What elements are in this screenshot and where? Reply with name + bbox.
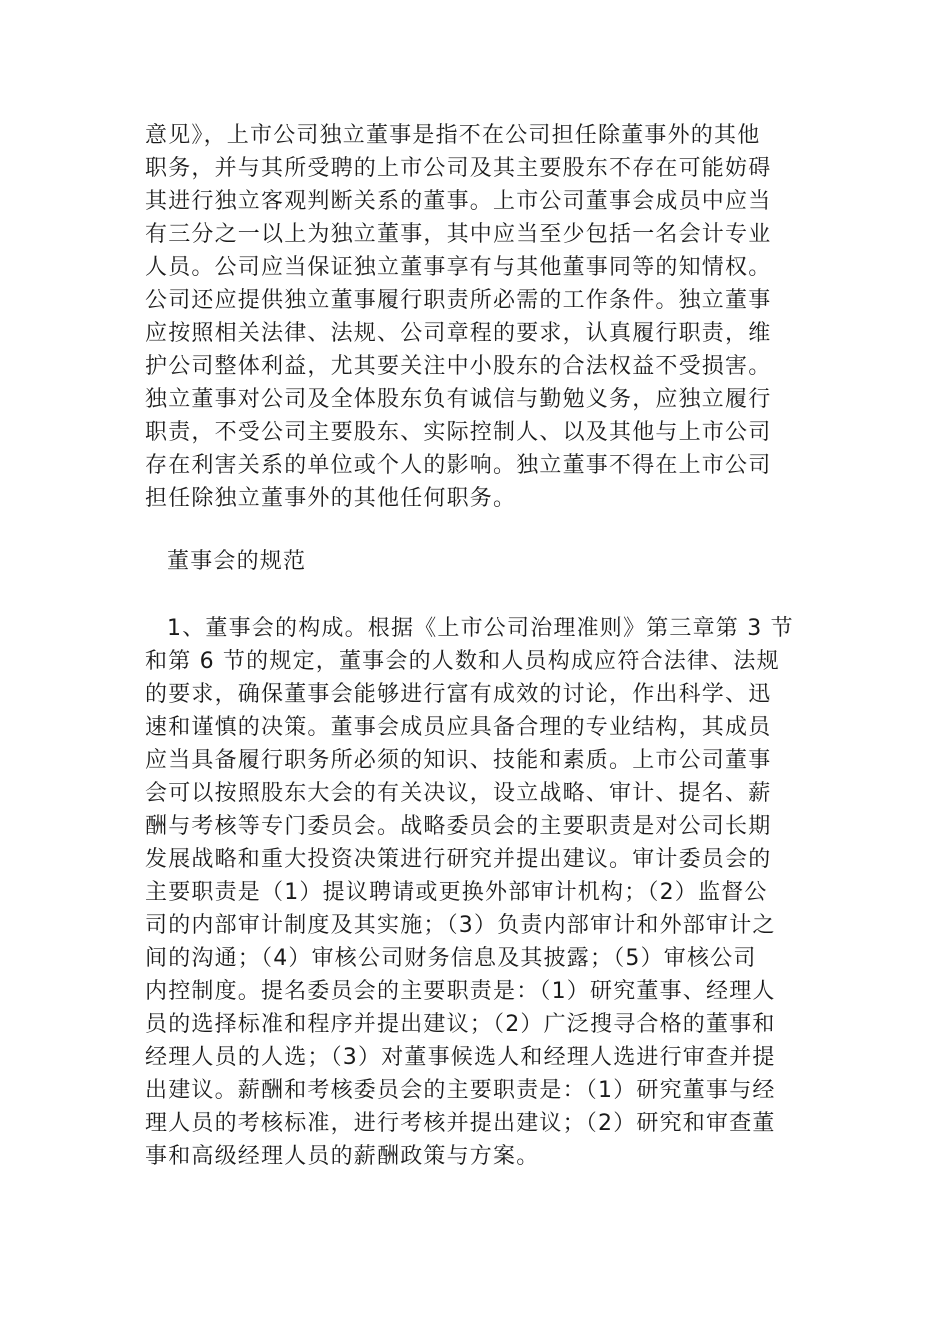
text-line: 速和谨慎的决策。董事会成员应具备合理的专业结构，其成员 bbox=[145, 715, 772, 740]
text-line: 和第 6 节的规定，董事会的人数和人员构成应符合法律、法规 bbox=[145, 649, 780, 674]
text-line: 员的选择标准和程序并提出建议；（2）广泛搜寻合格的董事和 bbox=[145, 1012, 776, 1037]
text-line: 其进行独立客观判断关系的董事。上市公司董事会成员中应当 bbox=[145, 189, 772, 214]
text-line: 会可以按照股东大会的有关决议，设立战略、审计、提名、薪 bbox=[145, 781, 772, 806]
paragraph-board-composition bbox=[145, 612, 815, 1173]
text-line: 职务，并与其所受聘的上市公司及其主要股东不存在可能妨碍 bbox=[145, 156, 772, 181]
text-line: 经理人员的人选；（3）对董事候选人和经理人选进行审查并提 bbox=[145, 1045, 776, 1070]
text-line: 护公司整体利益，尤其要关注中小股东的合法权益不受损害。 bbox=[145, 354, 772, 379]
text-line: 主要职责是（1）提议聘请或更换外部审计机构；（2）监督公 bbox=[145, 880, 768, 905]
paragraph-independent-directors bbox=[145, 119, 815, 515]
text-line: 应当具备履行职务所必须的知识、技能和素质。上市公司董事 bbox=[145, 748, 772, 773]
text-line: 出建议。薪酬和考核委员会的主要职责是：（1）研究董事与经 bbox=[145, 1078, 776, 1103]
text-line: 发展战略和重大投资决策进行研究并提出建议。审计委员会的 bbox=[145, 847, 772, 872]
text-line: 人员。公司应当保证独立董事享有与其他董事同等的知情权。 bbox=[145, 255, 772, 280]
text-line: 内控制度。提名委员会的主要职责是：（1）研究董事、经理人 bbox=[145, 979, 776, 1004]
text-line: 有三分之一以上为独立董事，其中应当至少包括一名会计专业 bbox=[145, 222, 772, 247]
text-line: 事和高级经理人员的薪酬政策与方案。 bbox=[145, 1144, 540, 1169]
text-line: 职责，不受公司主要股东、实际控制人、以及其他与上市公司 bbox=[145, 420, 772, 445]
text-line: 独立董事对公司及全体股东负有诚信与勤勉义务，应独立履行 bbox=[145, 387, 772, 412]
text-line: 担任除独立董事外的其他任何职务。 bbox=[145, 486, 517, 511]
text-line: 1、董事会的构成。根据《上市公司治理准则》第三章第 3 节 bbox=[167, 616, 794, 641]
text-line: 司的内部审计制度及其实施；（3）负责内部审计和外部审计之 bbox=[145, 913, 776, 938]
text-line: 理人员的考核标准，进行考核并提出建议；（2）研究和审查董 bbox=[145, 1111, 776, 1136]
text-line: 公司还应提供独立董事履行职责所必需的工作条件。独立董事 bbox=[145, 288, 772, 313]
text-line: 的要求，确保董事会能够进行富有成效的讨论，作出科学、迅 bbox=[145, 682, 772, 707]
section-heading-text: 董事会的规范 bbox=[167, 549, 307, 574]
section-heading bbox=[145, 545, 815, 578]
text-line: 存在利害关系的单位或个人的影响。独立董事不得在上市公司 bbox=[145, 453, 772, 478]
text-line: 酬与考核等专门委员会。战略委员会的主要职责是对公司长期 bbox=[145, 814, 772, 839]
text-line: 应按照相关法律、法规、公司章程的要求，认真履行职责，维 bbox=[145, 321, 772, 346]
text-line: 意见》，上市公司独立董事是指不在公司担任除董事外的其他 bbox=[145, 123, 761, 148]
text-line: 间的沟通；（4）审核公司财务信息及其披露；（5）审核公司 bbox=[145, 946, 757, 971]
